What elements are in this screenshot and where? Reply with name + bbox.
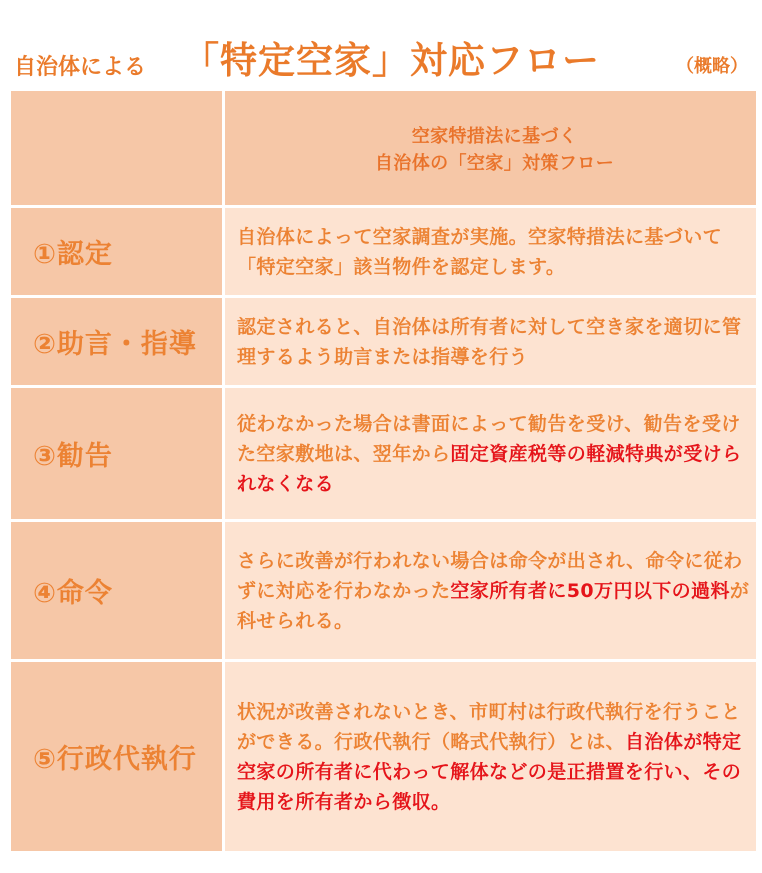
table-row <box>11 208 756 295</box>
step-desc-order <box>225 522 756 659</box>
header-cell <box>225 91 756 205</box>
table-row <box>11 388 756 519</box>
step-desc-advice-guidance <box>225 298 756 385</box>
table-row <box>11 662 756 851</box>
table-row <box>11 298 756 385</box>
page-title <box>0 22 762 92</box>
desc-highlight: 固定資産税等の軽減特典が受けられなくなる <box>237 442 742 495</box>
step-label-certification: ①認定 <box>11 208 222 295</box>
table-row <box>11 522 756 659</box>
desc-text: 自治体によって空家調査が実施。空家特措法に基づいて「特定空家」該当物件を認定します。 <box>237 225 723 278</box>
step-desc-administrative-execution <box>225 662 756 851</box>
step-label-advice-guidance: ②助言・指導 <box>11 298 222 385</box>
desc-text: 状況が改善されないとき、市町村は行政代執行を行うことができる。行政代執行（略式代執行）とは、 <box>237 700 741 753</box>
desc-highlight: 自治体が特定空家の所有者に代わって解体などの是正措置を行い、その費用を所有者から徴収。 <box>237 730 742 813</box>
desc-text: が科せられる。 <box>237 579 750 632</box>
table-header-row <box>11 91 756 205</box>
desc-highlight: 空家所有者に50万円以下の過料 <box>450 579 730 602</box>
step-label-order: ④命令 <box>11 522 222 659</box>
desc-text: 認定されると、自治体は所有者に対して空き家を適切に管理するよう助言または指導を行う <box>237 315 742 368</box>
desc-text: さらに改善が行われない場合は命令が出され、命令に従わずに対応を行わなかった <box>237 549 743 602</box>
step-label-administrative-execution: ⑤行政代執行 <box>11 662 222 851</box>
header-empty-cell <box>11 91 222 205</box>
step-desc-certification <box>225 208 756 295</box>
header-line-2: 自治体の「空家」対策フロー <box>374 153 615 174</box>
title-prefix: 自治体による <box>14 55 147 80</box>
title-suffix: （概略） <box>676 56 748 77</box>
desc-text: 従わなかった場合は書面によって勧告を受け、勧告を受けた空家敷地は、翌年から <box>237 412 741 465</box>
step-label-recommendation: ③勧告 <box>11 388 222 519</box>
flow-table <box>11 91 756 854</box>
title-main: 「特定空家」対応フロー <box>182 39 600 82</box>
step-desc-recommendation <box>225 388 756 519</box>
header-line-1: 空家特措法に基づく <box>411 126 578 147</box>
